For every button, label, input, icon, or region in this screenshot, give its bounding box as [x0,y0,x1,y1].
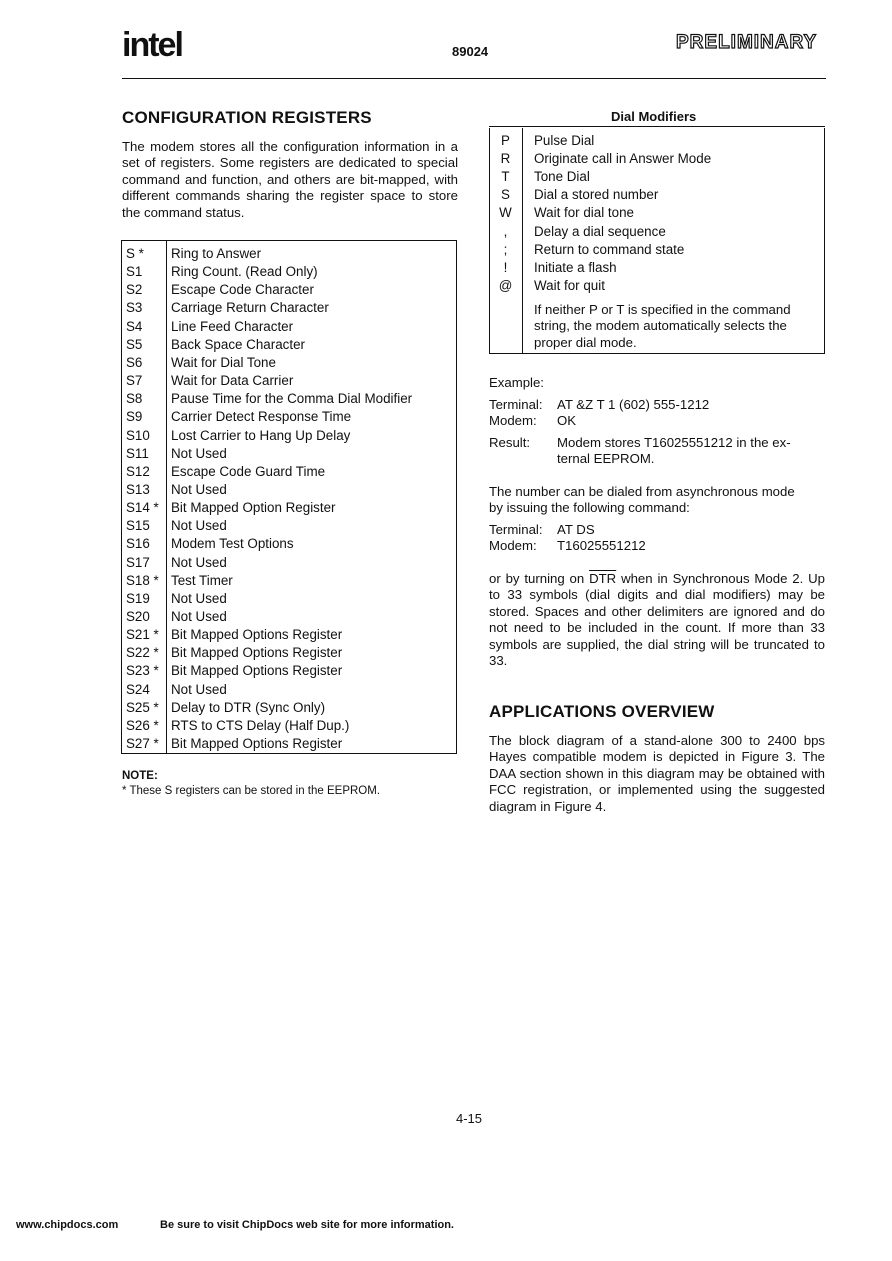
async-modem [489,538,825,555]
register-code: S20 [126,609,150,624]
dial-modifier-symbol: , [503,223,508,239]
register-row [121,735,457,753]
dial-modifier-symbol: @ [498,277,513,293]
register-row [121,681,457,699]
register-code: S22 * [126,645,159,661]
example-terminal [489,397,825,414]
dial-modifier-symbol: S [501,187,510,203]
register-code: S3 [126,300,143,316]
dial-modifier-row [489,132,825,150]
dial-modifiers-title: Dial Modifiers [611,109,697,124]
register-code: S23 * [126,663,159,679]
register-row [121,608,457,626]
terminal-value: AT DS [557,522,595,537]
sync-suffix: when in Synchronous Mode 2. [616,571,804,586]
dial-modifier-description: Originate call in Answer Mode [534,151,712,167]
register-code: S13 [126,481,150,497]
example-label: Example: [489,375,544,390]
modem-value: T16025551212 [557,538,646,553]
modem-label: Modem: [489,538,537,553]
register-row [121,445,457,463]
register-description: Lost Carrier to Hang Up Delay [171,427,351,443]
dial-modifier-description: Dial a stored number [534,187,659,203]
dial-modifier-symbol: P [501,133,510,148]
config-heading: CONFIGURATION REGISTERS [122,108,372,127]
dial-note-line: proper dial mode. [534,334,637,350]
dial-modifier-row [489,223,825,241]
register-code: S16 [126,536,150,552]
sync-text [489,571,825,669]
register-description: Bit Mapped Options Register [171,663,343,679]
register-row [121,372,457,390]
register-description: Bit Mapped Options Register [171,645,343,661]
register-row [121,318,457,336]
register-code: S9 [126,409,143,425]
register-description: Back Space Character [171,336,305,352]
dial-modifier-symbol: ; [503,241,508,257]
dial-modifier-row [489,186,825,204]
terminal-label: Terminal: [489,522,543,537]
register-row [121,390,457,408]
register-code: S12 [126,463,150,479]
dial-modifier-symbol: T [501,169,510,185]
note-label: NOTE: [122,770,158,782]
dial-note [534,302,791,351]
register-code: S8 [126,391,143,407]
register-code: S21 * [126,627,159,643]
register-row [121,336,457,354]
dial-modifier-description: Tone Dial [534,169,590,185]
register-code: S26 * [126,717,159,733]
register-code: S10 [126,427,150,443]
register-description: Delay to DTR (Sync Only) [171,699,326,715]
register-row [121,299,457,317]
async-line: The number can be dialed from asynchronous mode [489,484,795,499]
register-row [121,499,457,517]
result-line: Modem stores T16025551212 in the ex- [557,435,791,450]
footer-url-link[interactable]: www.chipdocs.com [16,1219,119,1231]
register-description: RTS to CTS Delay (Half Dup.) [171,717,350,733]
async-line: by issuing the following command: [489,500,690,515]
register-code: S19 [126,590,150,606]
dial-modifier-row [489,277,825,295]
dtr-signal: $\overline{DTR}$ [589,571,617,586]
register-description: Ring Count. (Read Only) [171,264,318,280]
register-code: S18 * [126,572,159,588]
applications-paragraph [489,733,825,815]
register-description: Wait for Dial Tone [171,354,276,370]
footer-message: Be sure to visit ChipDocs web site for more information. [160,1219,454,1231]
register-code: S14 * [126,500,159,516]
applications-heading: APPLICATIONS OVERVIEW [489,702,715,721]
terminal-value: AT &Z T 1 (602) 555-1212 [557,397,710,412]
terminal-label: Terminal: [489,397,543,412]
register-row [121,590,457,608]
dial-modifier-row [489,168,825,186]
register-code: S7 [126,373,143,389]
register-description: Not Used [171,590,227,606]
dial-modifier-description: Wait for dial tone [534,205,634,221]
register-description: Modem Test Options [171,536,294,552]
register-row [121,354,457,372]
register-code: S15 [126,518,150,534]
register-row [121,281,457,299]
dial-modifiers-list [489,132,825,296]
register-description: Carrier Detect Response Time [171,409,352,425]
registers-list [121,245,457,751]
register-description: Escape Code Character [171,282,314,298]
register-description: Carriage Return Character [171,300,329,316]
register-description: Not Used [171,518,227,534]
register-row [121,245,457,263]
register-description: Bit Mapped Options Register [171,736,343,752]
dial-modifier-row [489,204,825,222]
note-text: * These S registers can be stored in the EEPROM. [122,785,381,797]
applications-text: The block diagram of a stand-alone 300 to 2400 bps Hayes compatible modem is depicted in Figure 3. The DAA section shown in this diagram may be obtained with FCC registration, or implemented using the suggested diagram in Figure 4. [489,733,825,814]
dial-note-line: string, the modem automatically selects the [534,318,787,334]
example-modem [489,413,825,430]
register-description: Bit Mapped Options Register [171,627,343,643]
register-description: Test Timer [171,572,233,588]
modem-value: OK [557,413,577,428]
async-terminal [489,522,825,539]
register-code: S24 [126,681,150,697]
register-code: S1 [126,264,143,280]
dial-modifier-symbol: W [499,205,512,221]
register-row [121,481,457,499]
register-row [121,408,457,426]
register-row [121,517,457,535]
register-row [121,572,457,590]
dial-modifier-symbol: R [500,151,511,167]
register-code: S27 * [126,736,159,752]
register-code: S17 [126,554,150,570]
register-code: S6 [126,354,143,370]
dial-note-line: If neither P or T is specified in the command [534,302,791,317]
register-description: Pause Time for the Comma Dial Modifier [171,391,413,407]
register-description: Not Used [171,445,227,461]
sync-prefix: or by turning on [489,571,590,586]
register-row [121,263,457,281]
register-description: Escape Code Guard Time [171,463,326,479]
register-description: Line Feed Character [171,318,294,334]
example-result [489,435,825,469]
preliminary-label: PRELIMINARY [676,32,818,53]
register-row [121,644,457,662]
dial-modifier-description: Return to command state [534,241,685,257]
register-row [121,535,457,553]
sync-rest: Up to 33 symbols (dial digits and dial modifiers) may be stored. Spaces and other delimiters are ignored and do not need to be included in the count. If more than 33 symbols are supplied, the dial string will be truncated to 33. [489,571,825,669]
register-description: Wait for Data Carrier [171,373,294,389]
part-number: 89024 [452,44,489,59]
register-description: Ring to Answer [171,246,262,261]
register-code: S * [126,246,144,261]
config-intro-text: The modem stores all the configuration information in a set of registers. Some registers are dedicated to special command and function, and others are bit-mapped, with different commands sharing the register space to store the command status. [122,139,458,220]
sync-paragraph [489,571,825,669]
dial-modifier-description: Pulse Dial [534,133,595,148]
register-description: Not Used [171,481,227,497]
register-row [121,662,457,680]
register-code: S5 [126,336,143,352]
dial-modifier-description: Wait for quit [534,277,605,293]
register-row [121,554,457,572]
intel-logo: intel [122,26,182,64]
register-description: Not Used [171,681,227,697]
dial-modifier-symbol: ! [503,259,508,275]
dial-table-top-rule [489,126,825,127]
register-row [121,717,457,735]
config-intro [122,139,458,221]
result-label: Result: [489,435,531,450]
register-code: S25 * [126,699,159,715]
register-code: S4 [126,318,143,334]
register-row [121,699,457,717]
dial-modifier-description: Initiate a flash [534,259,617,275]
register-description: Not Used [171,554,227,570]
result-line: ternal EEPROM. [557,451,655,467]
modem-label: Modem: [489,413,537,428]
register-description: Not Used [171,609,227,624]
dial-modifier-row [489,150,825,168]
register-row [121,463,457,481]
register-code: S2 [126,282,143,298]
register-description: Bit Mapped Option Register [171,500,336,516]
dial-modifier-row [489,241,825,259]
page-number: 4-15 [456,1111,483,1126]
dial-modifier-description: Delay a dial sequence [534,223,666,239]
dial-modifier-row [489,259,825,277]
register-row [121,626,457,644]
header-rule [122,78,826,79]
register-row [121,427,457,445]
register-code: S11 [126,445,149,461]
